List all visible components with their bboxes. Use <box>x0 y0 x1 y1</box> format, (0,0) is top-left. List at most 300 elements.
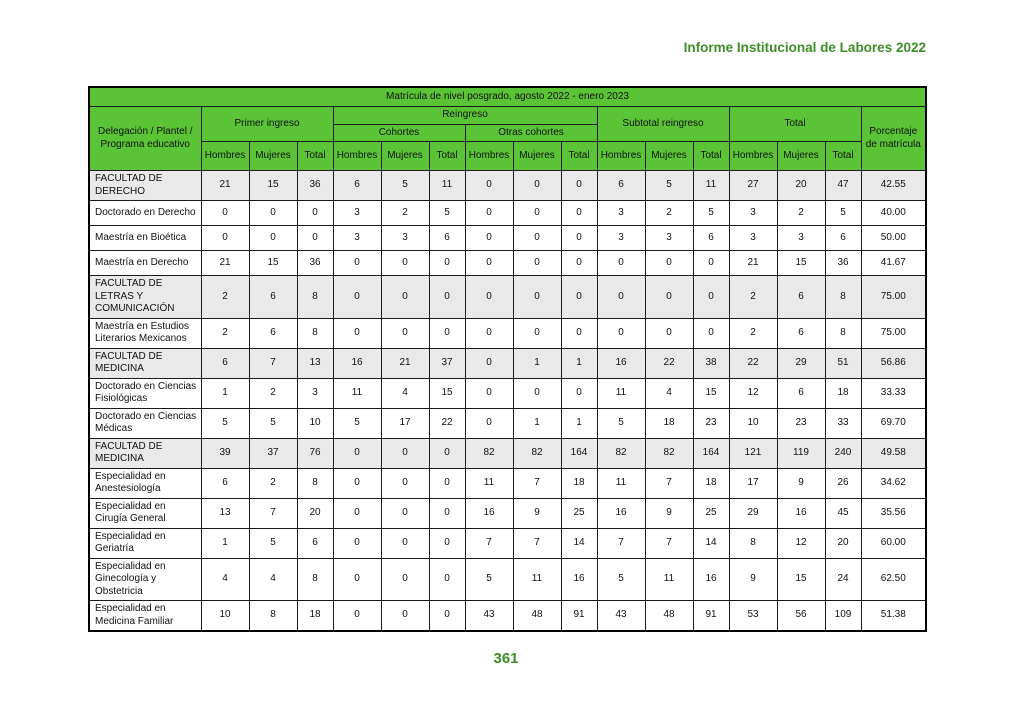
value-cell: 37 <box>429 348 465 378</box>
group-header-row <box>89 107 926 125</box>
percentage-cell: 49.58 <box>861 438 926 468</box>
value-cell: 6 <box>249 276 297 319</box>
value-cell: 0 <box>645 318 693 348</box>
value-cell: 0 <box>561 378 597 408</box>
value-cell: 5 <box>249 408 297 438</box>
value-cell: 0 <box>333 318 381 348</box>
value-cell: 0 <box>429 251 465 276</box>
value-cell: 6 <box>201 348 249 378</box>
value-cell: 0 <box>465 348 513 378</box>
column-header-total: Total <box>825 142 861 171</box>
value-cell: 21 <box>201 251 249 276</box>
value-cell: 0 <box>561 171 597 201</box>
value-cell: 0 <box>645 251 693 276</box>
value-cell: 0 <box>381 498 429 528</box>
value-cell: 0 <box>333 276 381 319</box>
value-cell: 0 <box>465 201 513 226</box>
value-cell: 47 <box>825 171 861 201</box>
row-label: Especialidad en Anestesiología <box>89 468 201 498</box>
value-cell: 2 <box>201 318 249 348</box>
value-cell: 23 <box>693 408 729 438</box>
group-header-total: Total <box>729 107 861 142</box>
group-header-reingreso: Reingreso <box>333 107 597 125</box>
value-cell: 39 <box>201 438 249 468</box>
value-cell: 48 <box>513 601 561 632</box>
value-cell: 18 <box>645 408 693 438</box>
value-cell: 36 <box>297 251 333 276</box>
value-cell: 25 <box>561 498 597 528</box>
table-row <box>89 171 926 201</box>
value-cell: 6 <box>249 318 297 348</box>
value-cell: 11 <box>429 171 465 201</box>
value-cell: 36 <box>297 171 333 201</box>
table-row <box>89 438 926 468</box>
value-cell: 2 <box>729 276 777 319</box>
value-cell: 16 <box>597 348 645 378</box>
row-label: Maestría en Derecho <box>89 251 201 276</box>
column-header-total: Total <box>693 142 729 171</box>
value-cell: 3 <box>645 226 693 251</box>
column-header-mujeres: Mujeres <box>249 142 297 171</box>
value-cell: 2 <box>729 318 777 348</box>
value-cell: 91 <box>561 601 597 632</box>
value-cell: 16 <box>561 558 597 601</box>
value-cell: 0 <box>465 408 513 438</box>
value-cell: 7 <box>513 528 561 558</box>
value-cell: 0 <box>381 558 429 601</box>
value-cell: 2 <box>201 276 249 319</box>
value-cell: 13 <box>201 498 249 528</box>
value-cell: 240 <box>825 438 861 468</box>
row-label: Maestría en Estudios Literarios Mexicanos <box>89 318 201 348</box>
percentage-cell: 75.00 <box>861 318 926 348</box>
group-header-otras-cohortes: Otras cohortes <box>465 124 597 142</box>
value-cell: 6 <box>777 318 825 348</box>
value-cell: 7 <box>465 528 513 558</box>
percentage-cell: 34.62 <box>861 468 926 498</box>
value-cell: 51 <box>825 348 861 378</box>
value-cell: 0 <box>381 438 429 468</box>
value-cell: 9 <box>513 498 561 528</box>
value-cell: 24 <box>825 558 861 601</box>
value-cell: 91 <box>693 601 729 632</box>
column-header-porcentaje-matricula: Porcentaje de matrícula <box>861 107 926 171</box>
column-header-delegacion-plantel-programa: Delegación / Plantel / Programa educativo <box>89 107 201 171</box>
value-cell: 6 <box>825 226 861 251</box>
value-cell: 0 <box>333 528 381 558</box>
group-header-cohortes: Cohortes <box>333 124 465 142</box>
percentage-cell: 51.38 <box>861 601 926 632</box>
value-cell: 8 <box>297 318 333 348</box>
row-label: FACULTAD DE LETRAS Y COMUNICACIÓN <box>89 276 201 319</box>
value-cell: 0 <box>465 318 513 348</box>
value-cell: 18 <box>693 468 729 498</box>
value-cell: 15 <box>693 378 729 408</box>
value-cell: 5 <box>465 558 513 601</box>
value-cell: 20 <box>777 171 825 201</box>
row-label: Doctorado en Ciencias Médicas <box>89 408 201 438</box>
value-cell: 1 <box>561 408 597 438</box>
value-cell: 5 <box>693 201 729 226</box>
column-header-hombres: Hombres <box>597 142 645 171</box>
value-cell: 0 <box>465 251 513 276</box>
value-cell: 3 <box>333 226 381 251</box>
value-cell: 4 <box>381 378 429 408</box>
value-cell: 1 <box>513 408 561 438</box>
value-cell: 6 <box>777 276 825 319</box>
value-cell: 8 <box>297 468 333 498</box>
column-header-mujeres: Mujeres <box>513 142 561 171</box>
value-cell: 0 <box>561 201 597 226</box>
value-cell: 5 <box>381 171 429 201</box>
value-cell: 0 <box>297 226 333 251</box>
percentage-cell: 35.56 <box>861 498 926 528</box>
value-cell: 11 <box>465 468 513 498</box>
value-cell: 7 <box>249 348 297 378</box>
value-cell: 0 <box>429 601 465 632</box>
value-cell: 3 <box>777 226 825 251</box>
value-cell: 13 <box>297 348 333 378</box>
table-row <box>89 468 926 498</box>
value-cell: 119 <box>777 438 825 468</box>
value-cell: 0 <box>513 276 561 319</box>
row-label: Especialidad en Ginecología y Obstetricia <box>89 558 201 601</box>
value-cell: 6 <box>693 226 729 251</box>
value-cell: 16 <box>597 498 645 528</box>
value-cell: 4 <box>249 558 297 601</box>
value-cell: 0 <box>333 558 381 601</box>
value-cell: 16 <box>333 348 381 378</box>
value-cell: 7 <box>645 528 693 558</box>
value-cell: 0 <box>429 318 465 348</box>
value-cell: 2 <box>381 201 429 226</box>
value-cell: 0 <box>597 276 645 319</box>
value-cell: 14 <box>693 528 729 558</box>
value-cell: 0 <box>513 378 561 408</box>
value-cell: 37 <box>249 438 297 468</box>
column-header-total: Total <box>429 142 465 171</box>
value-cell: 0 <box>465 226 513 251</box>
value-cell: 15 <box>777 251 825 276</box>
column-header-hombres: Hombres <box>201 142 249 171</box>
value-cell: 0 <box>333 601 381 632</box>
value-cell: 3 <box>297 378 333 408</box>
percentage-cell: 40.00 <box>861 201 926 226</box>
value-cell: 3 <box>333 201 381 226</box>
value-cell: 29 <box>729 498 777 528</box>
column-header-total: Total <box>561 142 597 171</box>
value-cell: 6 <box>777 378 825 408</box>
value-cell: 0 <box>561 318 597 348</box>
value-cell: 6 <box>597 171 645 201</box>
value-cell: 2 <box>777 201 825 226</box>
value-cell: 1 <box>561 348 597 378</box>
value-cell: 0 <box>465 276 513 319</box>
table-row <box>89 201 926 226</box>
value-cell: 16 <box>777 498 825 528</box>
row-label: Maestría en Bioética <box>89 226 201 251</box>
value-cell: 11 <box>597 378 645 408</box>
value-cell: 5 <box>201 408 249 438</box>
value-cell: 16 <box>465 498 513 528</box>
value-cell: 0 <box>597 251 645 276</box>
value-cell: 3 <box>729 201 777 226</box>
table-row <box>89 318 926 348</box>
value-cell: 10 <box>729 408 777 438</box>
value-cell: 11 <box>333 378 381 408</box>
value-cell: 1 <box>513 348 561 378</box>
percentage-cell: 33.33 <box>861 378 926 408</box>
table-row <box>89 558 926 601</box>
percentage-cell: 69.70 <box>861 408 926 438</box>
group-header-subtotal-reingreso: Subtotal reingreso <box>597 107 729 142</box>
percentage-cell: 62.50 <box>861 558 926 601</box>
value-cell: 0 <box>333 498 381 528</box>
value-cell: 14 <box>561 528 597 558</box>
value-cell: 0 <box>333 468 381 498</box>
value-cell: 0 <box>249 226 297 251</box>
value-cell: 5 <box>249 528 297 558</box>
value-cell: 25 <box>693 498 729 528</box>
value-cell: 164 <box>693 438 729 468</box>
percentage-cell: 75.00 <box>861 276 926 319</box>
row-label: Especialidad en Medicina Familiar <box>89 601 201 632</box>
row-label: FACULTAD DE MEDICINA <box>89 438 201 468</box>
value-cell: 0 <box>201 226 249 251</box>
value-cell: 9 <box>645 498 693 528</box>
table-row <box>89 276 926 319</box>
value-cell: 2 <box>249 468 297 498</box>
percentage-cell: 60.00 <box>861 528 926 558</box>
column-header-hombres: Hombres <box>333 142 381 171</box>
row-label: Doctorado en Derecho <box>89 201 201 226</box>
table-row <box>89 528 926 558</box>
value-cell: 0 <box>597 318 645 348</box>
value-cell: 0 <box>513 251 561 276</box>
value-cell: 21 <box>729 251 777 276</box>
value-cell: 0 <box>561 226 597 251</box>
value-cell: 121 <box>729 438 777 468</box>
value-cell: 15 <box>249 251 297 276</box>
row-label: FACULTAD DE MEDICINA <box>89 348 201 378</box>
value-cell: 0 <box>561 276 597 319</box>
value-cell: 7 <box>513 468 561 498</box>
value-cell: 6 <box>429 226 465 251</box>
value-cell: 6 <box>297 528 333 558</box>
value-cell: 0 <box>381 251 429 276</box>
value-cell: 3 <box>381 226 429 251</box>
value-cell: 0 <box>645 276 693 319</box>
value-cell: 10 <box>297 408 333 438</box>
value-cell: 22 <box>729 348 777 378</box>
value-cell: 0 <box>513 226 561 251</box>
value-cell: 12 <box>777 528 825 558</box>
value-cell: 20 <box>297 498 333 528</box>
value-cell: 1 <box>201 528 249 558</box>
value-cell: 4 <box>201 558 249 601</box>
value-cell: 16 <box>693 558 729 601</box>
value-cell: 3 <box>729 226 777 251</box>
value-cell: 9 <box>729 558 777 601</box>
table-row <box>89 251 926 276</box>
value-cell: 22 <box>645 348 693 378</box>
value-cell: 0 <box>513 201 561 226</box>
value-cell: 38 <box>693 348 729 378</box>
value-cell: 5 <box>825 201 861 226</box>
value-cell: 45 <box>825 498 861 528</box>
document-header-title: Informe Institucional de Labores 2022 <box>683 40 926 55</box>
value-cell: 0 <box>513 171 561 201</box>
table-row <box>89 378 926 408</box>
value-cell: 27 <box>729 171 777 201</box>
value-cell: 11 <box>597 468 645 498</box>
value-cell: 48 <box>645 601 693 632</box>
value-cell: 17 <box>381 408 429 438</box>
column-header-mujeres: Mujeres <box>381 142 429 171</box>
table-row <box>89 348 926 378</box>
value-cell: 7 <box>597 528 645 558</box>
value-cell: 8 <box>249 601 297 632</box>
value-cell: 0 <box>381 318 429 348</box>
value-cell: 3 <box>597 201 645 226</box>
value-cell: 0 <box>429 468 465 498</box>
value-cell: 21 <box>381 348 429 378</box>
value-cell: 29 <box>777 348 825 378</box>
value-cell: 33 <box>825 408 861 438</box>
value-cell: 6 <box>333 171 381 201</box>
value-cell: 0 <box>693 251 729 276</box>
value-cell: 82 <box>465 438 513 468</box>
value-cell: 0 <box>561 251 597 276</box>
table-row <box>89 408 926 438</box>
value-cell: 11 <box>645 558 693 601</box>
value-cell: 0 <box>201 201 249 226</box>
value-cell: 53 <box>729 601 777 632</box>
value-cell: 0 <box>381 468 429 498</box>
value-cell: 0 <box>333 251 381 276</box>
percentage-cell: 50.00 <box>861 226 926 251</box>
value-cell: 8 <box>297 276 333 319</box>
table-title: Matrícula de nivel posgrado, agosto 2022 - enero 2023 <box>89 87 926 107</box>
value-cell: 82 <box>645 438 693 468</box>
value-cell: 7 <box>645 468 693 498</box>
value-cell: 18 <box>825 378 861 408</box>
value-cell: 0 <box>465 378 513 408</box>
column-header-hombres: Hombres <box>465 142 513 171</box>
value-cell: 5 <box>333 408 381 438</box>
group-header-primer-ingreso: Primer ingreso <box>201 107 333 142</box>
value-cell: 11 <box>513 558 561 601</box>
value-cell: 6 <box>201 468 249 498</box>
value-cell: 15 <box>429 378 465 408</box>
percentage-cell: 42.55 <box>861 171 926 201</box>
value-cell: 3 <box>597 226 645 251</box>
value-cell: 23 <box>777 408 825 438</box>
value-cell: 4 <box>645 378 693 408</box>
value-cell: 8 <box>825 318 861 348</box>
value-cell: 0 <box>381 528 429 558</box>
value-cell: 2 <box>645 201 693 226</box>
value-cell: 0 <box>381 276 429 319</box>
row-label: Especialidad en Geriatría <box>89 528 201 558</box>
column-header-mujeres: Mujeres <box>645 142 693 171</box>
row-label: Especialidad en Cirugía General <box>89 498 201 528</box>
subheader-row <box>89 142 926 171</box>
value-cell: 164 <box>561 438 597 468</box>
value-cell: 9 <box>777 468 825 498</box>
value-cell: 15 <box>249 171 297 201</box>
value-cell: 0 <box>429 498 465 528</box>
value-cell: 76 <box>297 438 333 468</box>
value-cell: 8 <box>729 528 777 558</box>
column-header-total: Total <box>297 142 333 171</box>
matricula-posgrado-table <box>88 86 927 632</box>
value-cell: 0 <box>429 276 465 319</box>
value-cell: 20 <box>825 528 861 558</box>
value-cell: 1 <box>201 378 249 408</box>
value-cell: 0 <box>381 601 429 632</box>
value-cell: 43 <box>465 601 513 632</box>
table-row <box>89 226 926 251</box>
value-cell: 109 <box>825 601 861 632</box>
value-cell: 56 <box>777 601 825 632</box>
value-cell: 82 <box>513 438 561 468</box>
value-cell: 18 <box>561 468 597 498</box>
value-cell: 0 <box>429 528 465 558</box>
value-cell: 10 <box>201 601 249 632</box>
value-cell: 5 <box>597 558 645 601</box>
value-cell: 0 <box>465 171 513 201</box>
value-cell: 0 <box>513 318 561 348</box>
value-cell: 11 <box>693 171 729 201</box>
table-row <box>89 498 926 528</box>
value-cell: 15 <box>777 558 825 601</box>
value-cell: 5 <box>429 201 465 226</box>
value-cell: 0 <box>429 438 465 468</box>
value-cell: 2 <box>249 378 297 408</box>
value-cell: 12 <box>729 378 777 408</box>
value-cell: 5 <box>645 171 693 201</box>
table-row <box>89 601 926 632</box>
percentage-cell: 41.67 <box>861 251 926 276</box>
value-cell: 0 <box>297 201 333 226</box>
value-cell: 22 <box>429 408 465 438</box>
column-header-hombres: Hombres <box>729 142 777 171</box>
column-header-mujeres: Mujeres <box>777 142 825 171</box>
value-cell: 0 <box>429 558 465 601</box>
value-cell: 5 <box>597 408 645 438</box>
value-cell: 7 <box>249 498 297 528</box>
value-cell: 26 <box>825 468 861 498</box>
row-label: Doctorado en Ciencias Fisiológicas <box>89 378 201 408</box>
value-cell: 43 <box>597 601 645 632</box>
value-cell: 21 <box>201 171 249 201</box>
percentage-cell: 56.86 <box>861 348 926 378</box>
value-cell: 18 <box>297 601 333 632</box>
value-cell: 0 <box>249 201 297 226</box>
table-title-row <box>89 87 926 107</box>
value-cell: 82 <box>597 438 645 468</box>
value-cell: 36 <box>825 251 861 276</box>
value-cell: 0 <box>693 318 729 348</box>
value-cell: 17 <box>729 468 777 498</box>
value-cell: 0 <box>693 276 729 319</box>
value-cell: 8 <box>297 558 333 601</box>
row-label: FACULTAD DE DERECHO <box>89 171 201 201</box>
page-number: 361 <box>493 650 519 667</box>
value-cell: 0 <box>333 438 381 468</box>
value-cell: 8 <box>825 276 861 319</box>
